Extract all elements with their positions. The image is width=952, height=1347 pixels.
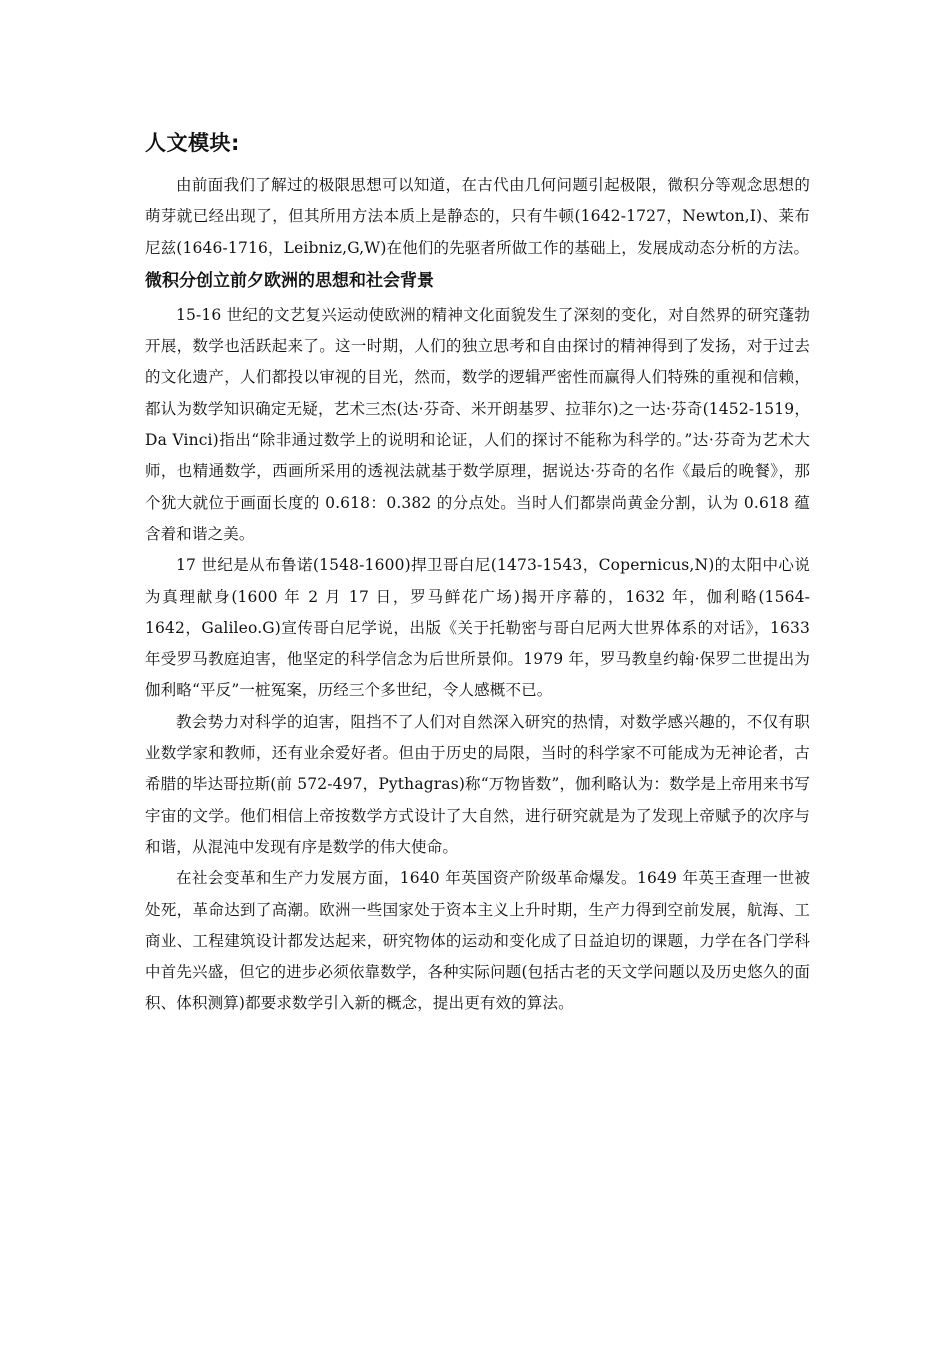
document-page [145, 128, 810, 1020]
section-title: 微积分创立前夕欧洲的思想和社会背景 [145, 270, 434, 291]
body-paragraph-church: 教会势力对科学的迫害，阻挡不了人们对自然深入研究的热情，对数学感兴趣的，不仅有职业数学家和教师，还有业余爱好者。但由于历史的局限，当时的科学家不可能成为无神论者，古希腊的毕达哥拉斯(前 572-497，Pythagras)称“万物皆数”，伽利略认为：数学是上帝用来书写宇宙的文学。他们相信上帝按数学方式设计了大自然，进行研究就是为了发现上帝赋予的次序与和谐，从混沌中发现有序是数学的伟大使命。 [145, 712, 810, 856]
body-paragraph-society: 在社会变革和生产力发展方面，1640 年英国资产阶级革命爆发。1649 年英王查理一世被处死，革命达到了高潮。欧洲一些国家处于资本主义上升时期，生产力得到空前发展，航海、工商业、工程建筑设计都发达起来，研究物体的运动和变化成了日益迫切的课题，力学在各门学科中首先兴盛，但它的进步必须依靠数学，各种实际问题(包括古老的天文学问题以及历史悠久的面积、体积测算)都要求数学引入新的概念，提出更有效的算法。 [145, 869, 810, 1013]
body-paragraph-renaissance: 15-16 世纪的文艺复兴运动使欧洲的精神文化面貌发生了深刻的变化，对自然界的研究蓬勃开展，数学也活跃起来了。这一时期，人们的独立思考和自由探讨的精神得到了发扬，对于过去的文化遗产，人们都投以审视的目光，然而，数学的逻辑严密性而赢得人们特殊的重视和信赖，都认为数学知识确定无疑，艺术三杰(达·芬奇、米开朗基罗、拉菲尔)之一达·芬奇(1452-1519，Da Vinci)指出“除非通过数学上的说明和论证，人们的探讨不能称为科学的。”达·芬奇为艺术大师，也精通数学，西画所采用的透视法就基于数学原理，据说达·芬奇的名作《最后的晚餐》，那个犹大就位于画面长度的 0.618：0.382 的分点处。当时人们都崇尚黄金分割，认为 0.618 蕴含着和谐之美。 [145, 305, 810, 543]
page-heading: 人文模块: [145, 131, 240, 155]
intro-paragraph: 由前面我们了解过的极限思想可以知道，在古代由几何问题引起极限，微积分等观念思想的萌芽就已经出现了，但其所用方法本质上是静态的，只有牛顿(1642-1727，Newton,I)、莱布尼兹(1646-1716，Leibniz,G,W)在他们的先驱者所做工作的基础上，发展成动态分析的方法。 [145, 176, 810, 257]
body-paragraph-17th-century: 17 世纪是从布鲁诺(1548-1600)捍卫哥白尼(1473-1543，Copernicus,N)的太阳中心说为真理献身(1600 年 2 月 17 日，罗马鲜花广场)揭开序幕的，1632 年，伽利略(1564-1642，Galileo.G)宣传哥白尼学说，出版《关于托勒密与哥白尼两大世界体系的对话》，1633 年受罗马教庭迫害，他坚定的科学信念为后世所景仰。1979 年，罗马教皇约翰·保罗二世提出为伽利略“平反”一桩冤案，历经三个多世纪，令人感概不已。 [145, 556, 810, 700]
